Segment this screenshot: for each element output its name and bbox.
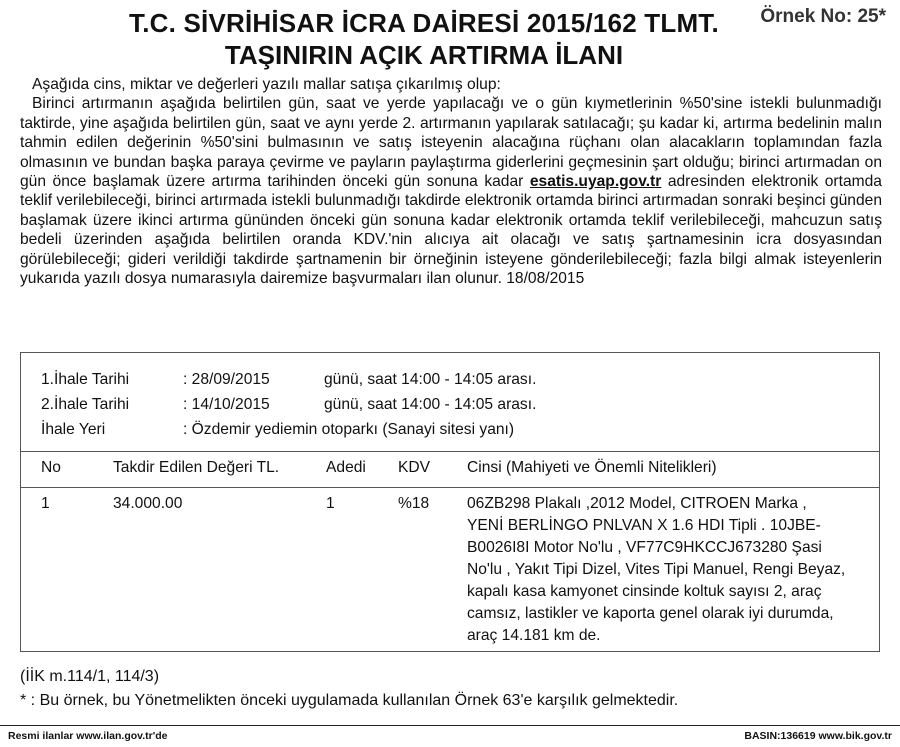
announcement-body: [20, 75, 882, 288]
header-value: Takdir Edilen Değeri TL.: [113, 459, 280, 476]
title-announcement: TAŞINIRIN AÇIK ARTIRMA İLANI: [224, 40, 624, 70]
bottom-bar: [0, 725, 900, 747]
header-no: No: [41, 459, 61, 476]
terms-text-after-link: adresinden elektronik ortamda teklif verilebileceği, birinci artırmada istekli bulunmadığı takdirde elektronik ortamda birinci artırmadan sonraki beşinci günden başlamak üzere ikinci artırma gününden önceki gün sonuna kadar elektronik ortamda teklif verilebileceği, mahcuzun satış bedeli üzerinden aşağıda belirtilen oranda KDV.'nin alıcıya ait olacağı ve satış şartnamesinin icra dosyasından görülebileceği; gideri verildiği takdirde şartnamenin bir örneğinin isteyene gönderilebileceği; fazla bilgi almak isteyenlerin yukarıda yazılı dosya numarasıyla dairemize başvurmaları ilan olunur. 18/08/2015: [20, 173, 882, 288]
bar-left-text: Resmi ilanlar www.ilan.gov.tr'de: [8, 730, 168, 742]
bar-right-text: BASIN:136619 www.bik.gov.tr: [744, 730, 892, 742]
sample-number: Örnek No: 25*: [760, 6, 886, 27]
row-value: 34.000.00: [113, 495, 183, 512]
terms-paragraph: [20, 94, 882, 288]
row-qty: 1: [326, 495, 335, 512]
auction-place-value: : Özdemir yediemin otoparkı (Sanayi sitesi yanı): [183, 421, 515, 438]
row-no: 1: [41, 495, 50, 512]
auction-date-2-value: : 14/10/2015: [183, 396, 270, 413]
header-qty: Adedi: [326, 459, 366, 476]
auction-date-2-time: günü, saat 14:00 - 14:05 arası.: [324, 396, 537, 413]
terms-text-before-link: Birinci artırmanın aşağıda belirtilen gün, saat ve yerde yapılacağı ve o gün kıymetlerinin %50'sine istekli bulunmadığı taktirde, yine aşağıda belirtilen gün, saat ve aynı yerde 2. artırmanın yapılarak satılacağı; şu kadar ki, artırma bedelinin malın tahmin edilen değerinin %50'sini bulmasının ve satış isteyenin alacağına rüçhanı olan alacakların toplamından fazla olmasının ve bundan başka paraya çevirme ve payların paylaştırma giderlerini geçmesinin şart olduğu; birinci artırmadan on gün önce başlamak üzere artırma tarihinden önceki gün sonuna kadar: [20, 95, 882, 191]
header-kind: Cinsi (Mahiyeti ve Önemli Nitelikleri): [467, 459, 717, 476]
row-description: 06ZB298 Plakalı ,2012 Model, CITROEN Marka , YENİ BERLİNGO PNLVAN X 1.6 HDI Tipli . 10JBE-B0026I8I Motor No'lu , VF77C9HKCCJ673280 Şasi No'lu , Yakıt Tipi Dizel, Vites Tipi Manuel, Rengi Beyaz, kapalı kasa kamyonet cinsinde koltuk sayısı 2, araç camsız, lastikler ve kaporta genel olarak iyi durumda, araç 14.181 km de.: [467, 495, 846, 644]
law-reference: (İİK m.114/1, 114/3): [20, 668, 160, 685]
intro-paragraph: Aşağıda cins, miktar ve değerleri yazılı mallar satışa çıkarılmış olup:: [32, 76, 501, 93]
auction-table: [20, 352, 880, 652]
auction-date-1-label: 1.İhale Tarihi: [41, 371, 130, 388]
header-vat: KDV: [398, 459, 431, 476]
title-office: T.C. SİVRİHİSAR İCRA DAİRESİ 2015/162 TLMT.: [129, 8, 719, 38]
table-divider-header: [21, 487, 879, 488]
auction-date-1-value: : 28/09/2015: [183, 371, 270, 388]
auction-date-2-label: 2.İhale Tarihi: [41, 396, 130, 413]
footnote: * : Bu örnek, bu Yönetmelikten önceki uygulamada kullanılan Örnek 63'e karşılık gelmektedir.: [20, 692, 679, 709]
row-vat: %18: [398, 495, 430, 512]
auction-date-1-time: günü, saat 14:00 - 14:05 arası.: [324, 371, 537, 388]
auction-place-label: İhale Yeri: [41, 421, 106, 438]
esatis-link[interactable]: esatis.uyap.gov.tr: [529, 173, 662, 191]
table-divider-top: [21, 451, 879, 452]
